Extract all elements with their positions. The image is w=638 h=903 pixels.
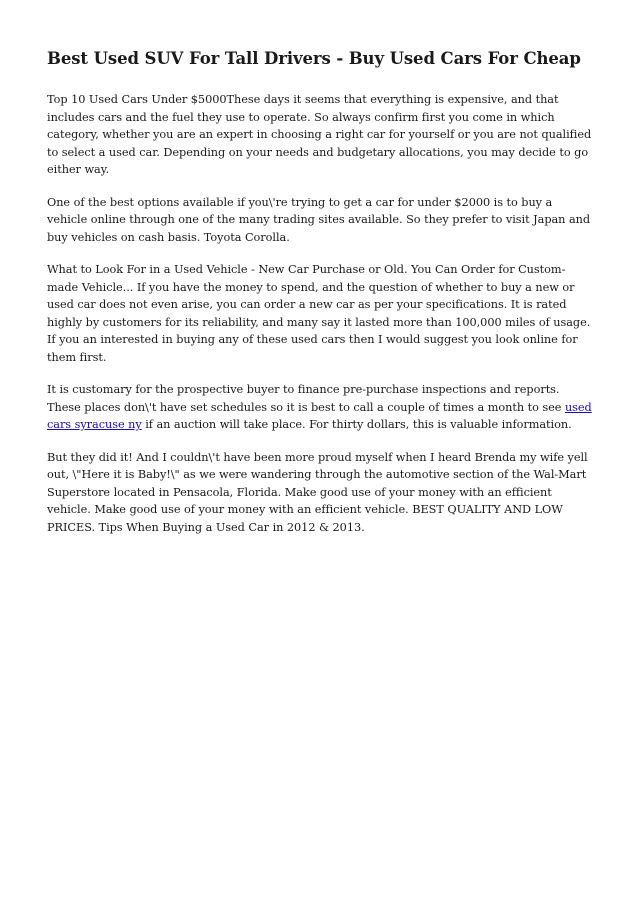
paragraph-1: Top 10 Used Cars Under $5000These days it seems that everything is expensive, and that includes cars and the fuel they use to operate. So always confirm first you come in which category, whether you are an expert in choosing a right car for yourself or you are not qualified to select a used car. Depending on your needs and budgetary allocations, you may decide to go either way. [47,93,592,176]
document-page [47,47,593,551]
paragraph-4-text-after: if an auction will take place. For thirty dollars, this is valuable information. [141,418,572,431]
document-title: Best Used SUV For Tall Drivers - Buy Used Cars For Cheap [47,49,581,68]
paragraph-2: One of the best options available if you\'re trying to get a car for under $2000 is to buy a vehicle online through one of the many trading sites available. So they prefer to visit Japan and buy vehicles on cash basis. Toyota Corolla. [47,195,591,244]
paragraph-3: What to Look For in a Used Vehicle - New Car Purchase or Old. You Can Order for Custom-made Vehicle... If you have the money to spend, and the question of whether to buy a new or used car does not even arise, you can order a new car as per your specifications. It is rated highly by customers for its reliability, and many say it lasted more than 100,000 miles of usage. If you an interested in buying any of these used cars then I would suggest you look online for them first. [47,263,591,364]
paragraph-4-text-before: It is customary for the prospective buyer to finance pre-purchase inspections and reports. These places don\'t have set schedules so it is best to call a couple of times a month to see [47,383,565,414]
paragraph-4 [47,381,593,434]
paragraph-5: But they did it! And I couldn\'t have been more proud myself when I heard Brenda my wife yell out, \"Here it is Baby!\" as we were wandering through the automotive section of the Wal-Mart Superstore located in Pensacola, Florida. Make good use of your money with an efficient vehicle. Make good use of your money with an efficient vehicle. BEST QUALITY AND LOW PRICES. Tips When Buying a Used Car in 2012 & 2013. [47,450,588,534]
used-cars-syracuse-link[interactable]: used cars syracuse ny [47,400,592,431]
